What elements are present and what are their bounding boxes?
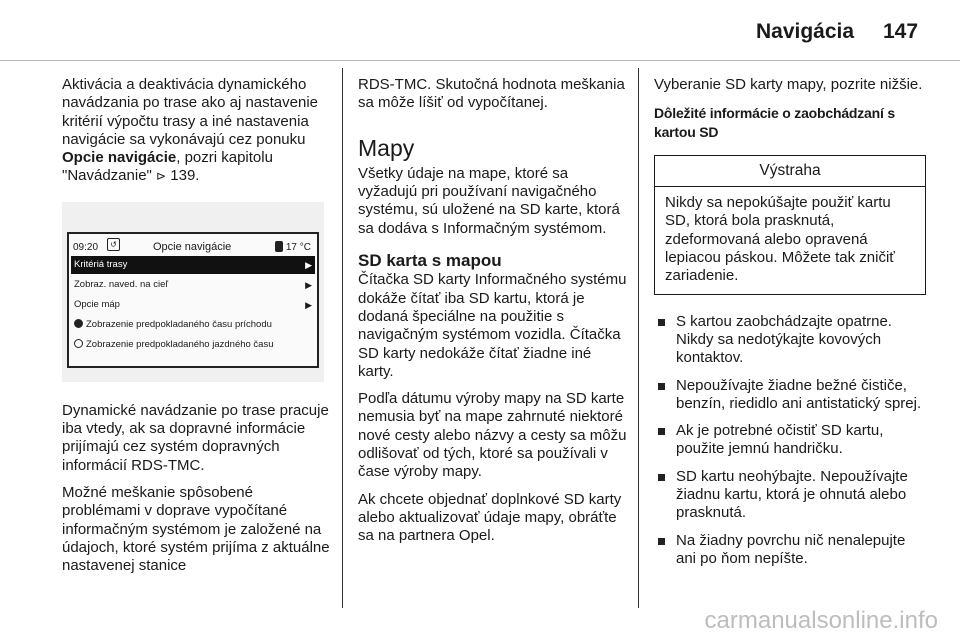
column-2 (358, 76, 628, 555)
paragraph-intro: Aktivácia a deaktivácia dynamického navádzania po trase ako aj nastavenie kritérií výpočtu trasy a iné nastavenia navigácie sa vykonávajú cez ponuku Opcie navigácie, pozri kapitolu "Navádzanie" ⊳ 139. (62, 76, 319, 185)
list-item: Ak je potrebné očistiť SD kartu, použite jemnú handričku. (654, 422, 926, 459)
list-item: SD kartu neohýbajte. Nepoužívajte žiadnu kartu, ktorá je ohnutá alebo prasknutá. (654, 468, 926, 523)
paragraph-sd-reader: Čítačka SD karty Informačného systému dokáže čítať iba SD kartu, ktorá je dodaná špeciálne na použitie s navigačným systémom vozidla. Čítačka SD karty nedokáže čítať žiadne iné karty. (358, 271, 627, 380)
column-1 (62, 76, 334, 584)
paragraph-delay-cont: RDS-TMC. Skutočná hodnota meškania sa môže líšiť od vypočítanej. (358, 76, 625, 112)
column-divider-left (342, 68, 343, 608)
menu-reference: Opcie navigácie (62, 149, 177, 167)
bullet-square-icon (658, 538, 665, 545)
menu-item-route-criteria[interactable]: Kritériá trasy ▶ (71, 256, 315, 274)
warning-body: Nikdy sa nepokúšajte použiť kartu SD, ktorá bola prasknutá, zdeformovaná alebo opravená lepiacou páskou. Môžete tak zničiť zariadenie. (665, 194, 895, 285)
warning-title: Výstraha (655, 156, 925, 187)
page-ref-arrow-icon: ⊳ (156, 169, 167, 184)
watermark: carmanualsonline.info (704, 607, 938, 634)
radio-selected-icon (74, 319, 83, 328)
radio-arrival-time[interactable]: Zobrazenie predpokladaného času príchodu (71, 316, 315, 334)
screen-status-bar (73, 237, 313, 253)
back-icon: ↺ (107, 238, 120, 251)
chevron-right-icon: ▶ (305, 299, 312, 310)
paragraph-remove-card: Vyberanie SD karty mapy, pozrite nižšie. (654, 76, 923, 93)
column-divider-right (638, 68, 639, 608)
column-3 (654, 76, 926, 577)
paragraph-map-data: Všetky údaje na mape, ktoré sa vyžadujú pri používaní navigačného systému, sú uložené na SD karte, ktorá sa dodáva s Informačným systémom. (358, 164, 620, 237)
chevron-right-icon: ▶ (305, 279, 312, 290)
bullet-square-icon (658, 428, 665, 435)
radio-unselected-icon (74, 339, 83, 348)
list-item: S kartou zaobchádzajte opatrne. Nikdy sa nedotýkajte kovových kontaktov. (654, 313, 926, 368)
list-item: Nepoužívajte žiadne bežné čističe, benzín, riedidlo ani antistatický sprej. (654, 377, 926, 414)
header-rule (0, 60, 960, 61)
chevron-right-icon: ▶ (305, 259, 312, 270)
bullet-square-icon (658, 474, 665, 481)
paragraph-order-cards: Ak chcete objednať doplnkové SD karty alebo aktualizovať údaje mapy, obráťte sa na partnera Opel. (358, 490, 622, 545)
heading-sd-card: SD karta s mapou (358, 251, 502, 271)
screen-clock: 09:20 (73, 241, 99, 253)
heading-handling-info: Dôležité informácie o zaobchádzaní s kartou SD (654, 105, 895, 140)
handling-bullet-list (654, 313, 926, 569)
heading-maps: Mapy (358, 134, 415, 161)
screen-temperature: 17 °C (275, 239, 311, 257)
bullet-square-icon (658, 383, 665, 390)
list-item: Na žiadny povrchu nič nenalepujte ani po ňom nepíšte. (654, 532, 926, 569)
warning-box (654, 155, 926, 295)
infotainment-screen (67, 232, 319, 368)
screen-figure (62, 202, 324, 382)
thermometer-icon (275, 241, 283, 252)
page-number: 147 (883, 20, 919, 43)
page-header-title: Navigácia (756, 20, 855, 43)
paragraph-dynamic-guidance: Dynamické navádzanie po trase pracuje iba vtedy, ak sa dopravné informácie prijímajú cez systém dopravných informácií RDS-TMC. (62, 401, 329, 474)
menu-item-show-guidance[interactable]: Zobraz. naved. na cieľ ▶ (71, 276, 315, 294)
screen-title: Opcie navigácie (153, 240, 232, 253)
radio-travel-time[interactable]: Zobrazenie predpokladaného jazdného času (71, 336, 315, 354)
menu-item-map-options[interactable]: Opcie máp ▶ (71, 296, 315, 314)
paragraph-map-date: Podľa dátumu výroby mapy na SD karte nemusia byť na mape zahrnuté niektoré nové cesty alebo názvy a cesty sa môžu odlišovať od tých, ktoré sa používali v čase výroby mapy. (358, 390, 627, 481)
bullet-square-icon (658, 319, 665, 326)
paragraph-delay: Možné meškanie spôsobené problémami v doprave vypočítané informačným systémom je založené na údajoch, ktoré systém prijíma z aktuálne nastavenej stanice (62, 483, 330, 575)
